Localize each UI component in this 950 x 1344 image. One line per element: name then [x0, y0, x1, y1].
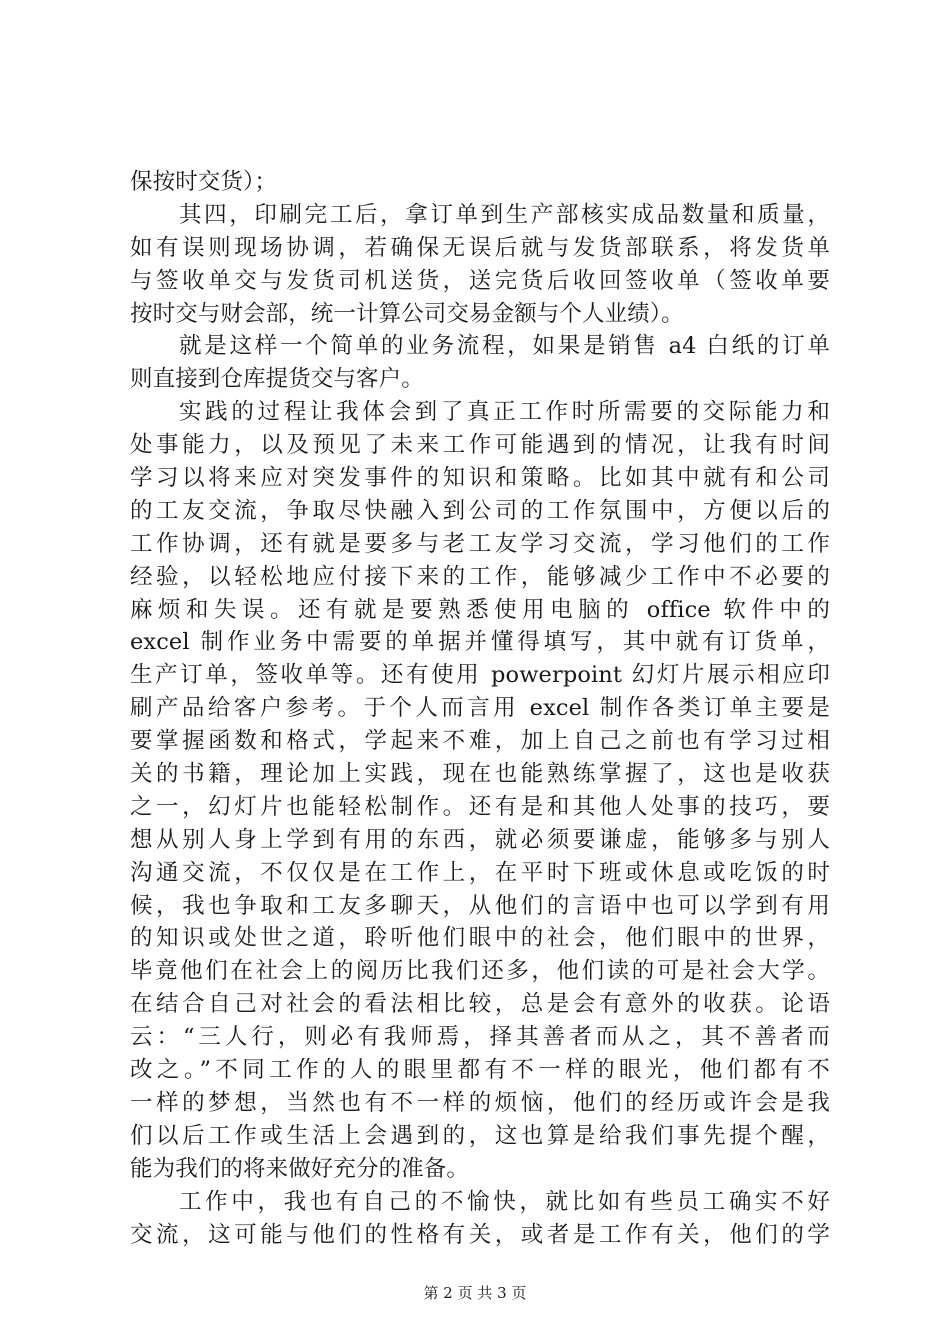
text-line: 们以后工作或生活上会遇到的，这也算是给我们事先提个醒， — [130, 1122, 830, 1149]
text-line: 在结合自己对社会的看法相比较，总是会有意外的收获。论语 — [130, 991, 830, 1018]
text-line: 想从别人身上学到有用的东西，就必须要谦虚，能够多与别人 — [130, 826, 830, 853]
text-line: 处事能力，以及预见了未来工作可能遇到的情况，让我有时间 — [130, 432, 830, 459]
text-line: 沟通交流，不仅仅是在工作上，在平时下班或休息或吃饭的时 — [130, 859, 830, 886]
page-footer: 第 2 页 共 3 页 — [423, 1284, 527, 1302]
text-line: 改之。”不同工作的人的眼里都有不一样的眼光，他们都有不 — [130, 1057, 830, 1084]
text-line: 按时交与财会部，统一计算公司交易金额与个人业绩）。 — [130, 300, 684, 327]
text-line: 生产订单，签收单等。还有使用 powerpoint 幻灯片展示相应印 — [130, 662, 830, 689]
text-line: 关的书籍，理论加上实践，现在也能熟练掌握了，这也是收获 — [130, 761, 830, 788]
text-line: 其四，印刷完工后，拿订单到生产部核实成品数量和质量， — [179, 201, 830, 228]
text-line: 一样的梦想，当然也有不一样的烦恼，他们的经历或许会是我 — [130, 1089, 830, 1116]
text-line: 候，我也争取和工友多聊天，从他们的言语中也可以学到有用 — [130, 892, 830, 919]
text-line: 保按时交货）； — [130, 169, 277, 195]
text-line: 就是这样一个简单的业务流程，如果是销售 a4 白纸的订单 — [179, 333, 830, 360]
text-line: 的工友交流，争取尽快融入到公司的工作氛围中，方便以后的 — [130, 497, 830, 524]
text-line: 则直接到仓库提货交与客户。 — [130, 366, 424, 393]
text-line: 云：“三人行，则必有我师焉，择其善者而从之，其不善者而 — [130, 1024, 830, 1051]
text-line: 经验，以轻松地应付接下来的工作，能够减少工作中不必要的 — [130, 563, 830, 590]
text-line: excel 制作业务中需要的单据并懂得填写，其中就有订货单， — [130, 629, 830, 656]
text-line: 麻烦和失误。还有就是要熟悉使用电脑的 office 软件中的 — [130, 596, 830, 623]
text-line: 实践的过程让我体会到了真正工作时所需要的交际能力和 — [179, 399, 830, 426]
text-line: 交流，这可能与他们的性格有关，或者是工作有关，他们的学 — [130, 1221, 830, 1248]
text-line: 能为我们的将来做好充分的准备。 — [130, 1155, 470, 1182]
text-line: 之一，幻灯片也能轻松制作。还有是和其他人处事的技巧，要 — [130, 793, 830, 820]
text-line: 工作中，我也有自己的不愉快，就比如有些员工确实不好 — [179, 1188, 830, 1215]
text-line: 刷产品给客户参考。于个人而言用 excel 制作各类订单主要是 — [130, 695, 830, 722]
text-line: 与签收单交与发货司机送货，送完货后收回签收单（签收单要 — [130, 267, 830, 294]
text-line: 毕竟他们在社会上的阅历比我们还多，他们读的可是社会大学。 — [130, 958, 830, 985]
text-line: 要掌握函数和格式，学起来不难，加上自己之前也有学习过相 — [130, 728, 830, 755]
text-line: 工作协调，还有就是要多与老工友学习交流，学习他们的工作 — [130, 530, 830, 557]
body-text — [130, 166, 830, 1251]
text-line: 如有误则现场协调，若确保无误后就与发货部联系，将发货单 — [130, 234, 830, 261]
text-line: 学习以将来应对突发事件的知识和策略。比如其中就有和公司 — [130, 465, 830, 492]
text-line: 的知识或处世之道，聆听他们眼中的社会，他们眼中的世界， — [130, 925, 830, 952]
